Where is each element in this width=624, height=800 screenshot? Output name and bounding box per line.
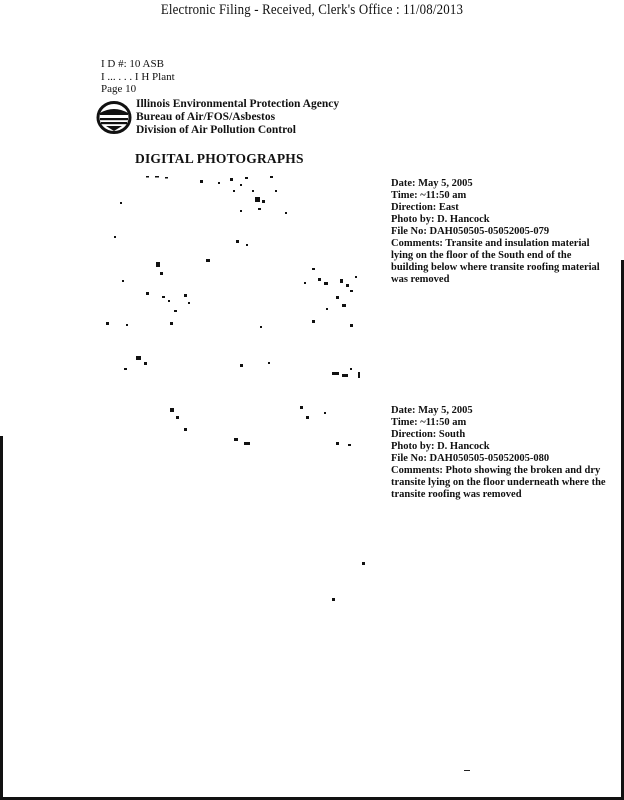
- meta-site-line: I ... . . . I H Plant: [101, 70, 175, 83]
- agency-logo-icon: [96, 101, 132, 134]
- faded-photographs: [100, 172, 375, 612]
- photo-date: Date: May 5, 2005: [391, 178, 473, 189]
- photo-direction: Direction: South: [391, 429, 466, 440]
- photo-time: Time: ~11:50 am: [391, 417, 467, 428]
- stray-mark: [464, 770, 470, 771]
- section-title: DIGITAL PHOTOGRAPHS: [135, 151, 304, 166]
- photo-author: Photo by: D. Hancock: [391, 214, 490, 225]
- photo-caption-1: [391, 178, 609, 286]
- photo-date: Date: May 5, 2005: [391, 405, 473, 416]
- meta-page-line: Page 10: [101, 83, 137, 95]
- agency-header: [136, 98, 339, 137]
- photo-time: Time: ~11:50 am: [391, 190, 467, 201]
- filing-stamp-header: Electronic Filing - Received, Clerk's Office : 11/08/2013: [160, 2, 464, 18]
- photo-author: Photo by: D. Hancock: [391, 441, 490, 452]
- photo-file-number: File No: DAH050505-05052005-079: [391, 226, 550, 237]
- agency-division: Division of Air Pollution Control: [136, 124, 296, 136]
- photo-comments: Comments: Transite and insulation material lying on the floor of the South end of the building below where transite roofing material was removed: [391, 238, 600, 285]
- agency-name: Illinois Environmental Protection Agency: [136, 98, 340, 110]
- photo-file-number: File No: DAH050505-05052005-080: [391, 453, 550, 464]
- photo-comments: Comments: Photo showing the broken and dry transite lying on the floor underneath where the transite roofing was removed: [391, 465, 606, 500]
- meta-id-line: I D #: 10 ASB: [101, 58, 164, 70]
- photo-caption-2: [391, 405, 609, 501]
- scan-border-left: [0, 436, 3, 800]
- photo-direction: Direction: East: [391, 202, 459, 213]
- document-meta: [101, 58, 175, 96]
- agency-bureau: Bureau of Air/FOS/Asbestos: [136, 111, 276, 123]
